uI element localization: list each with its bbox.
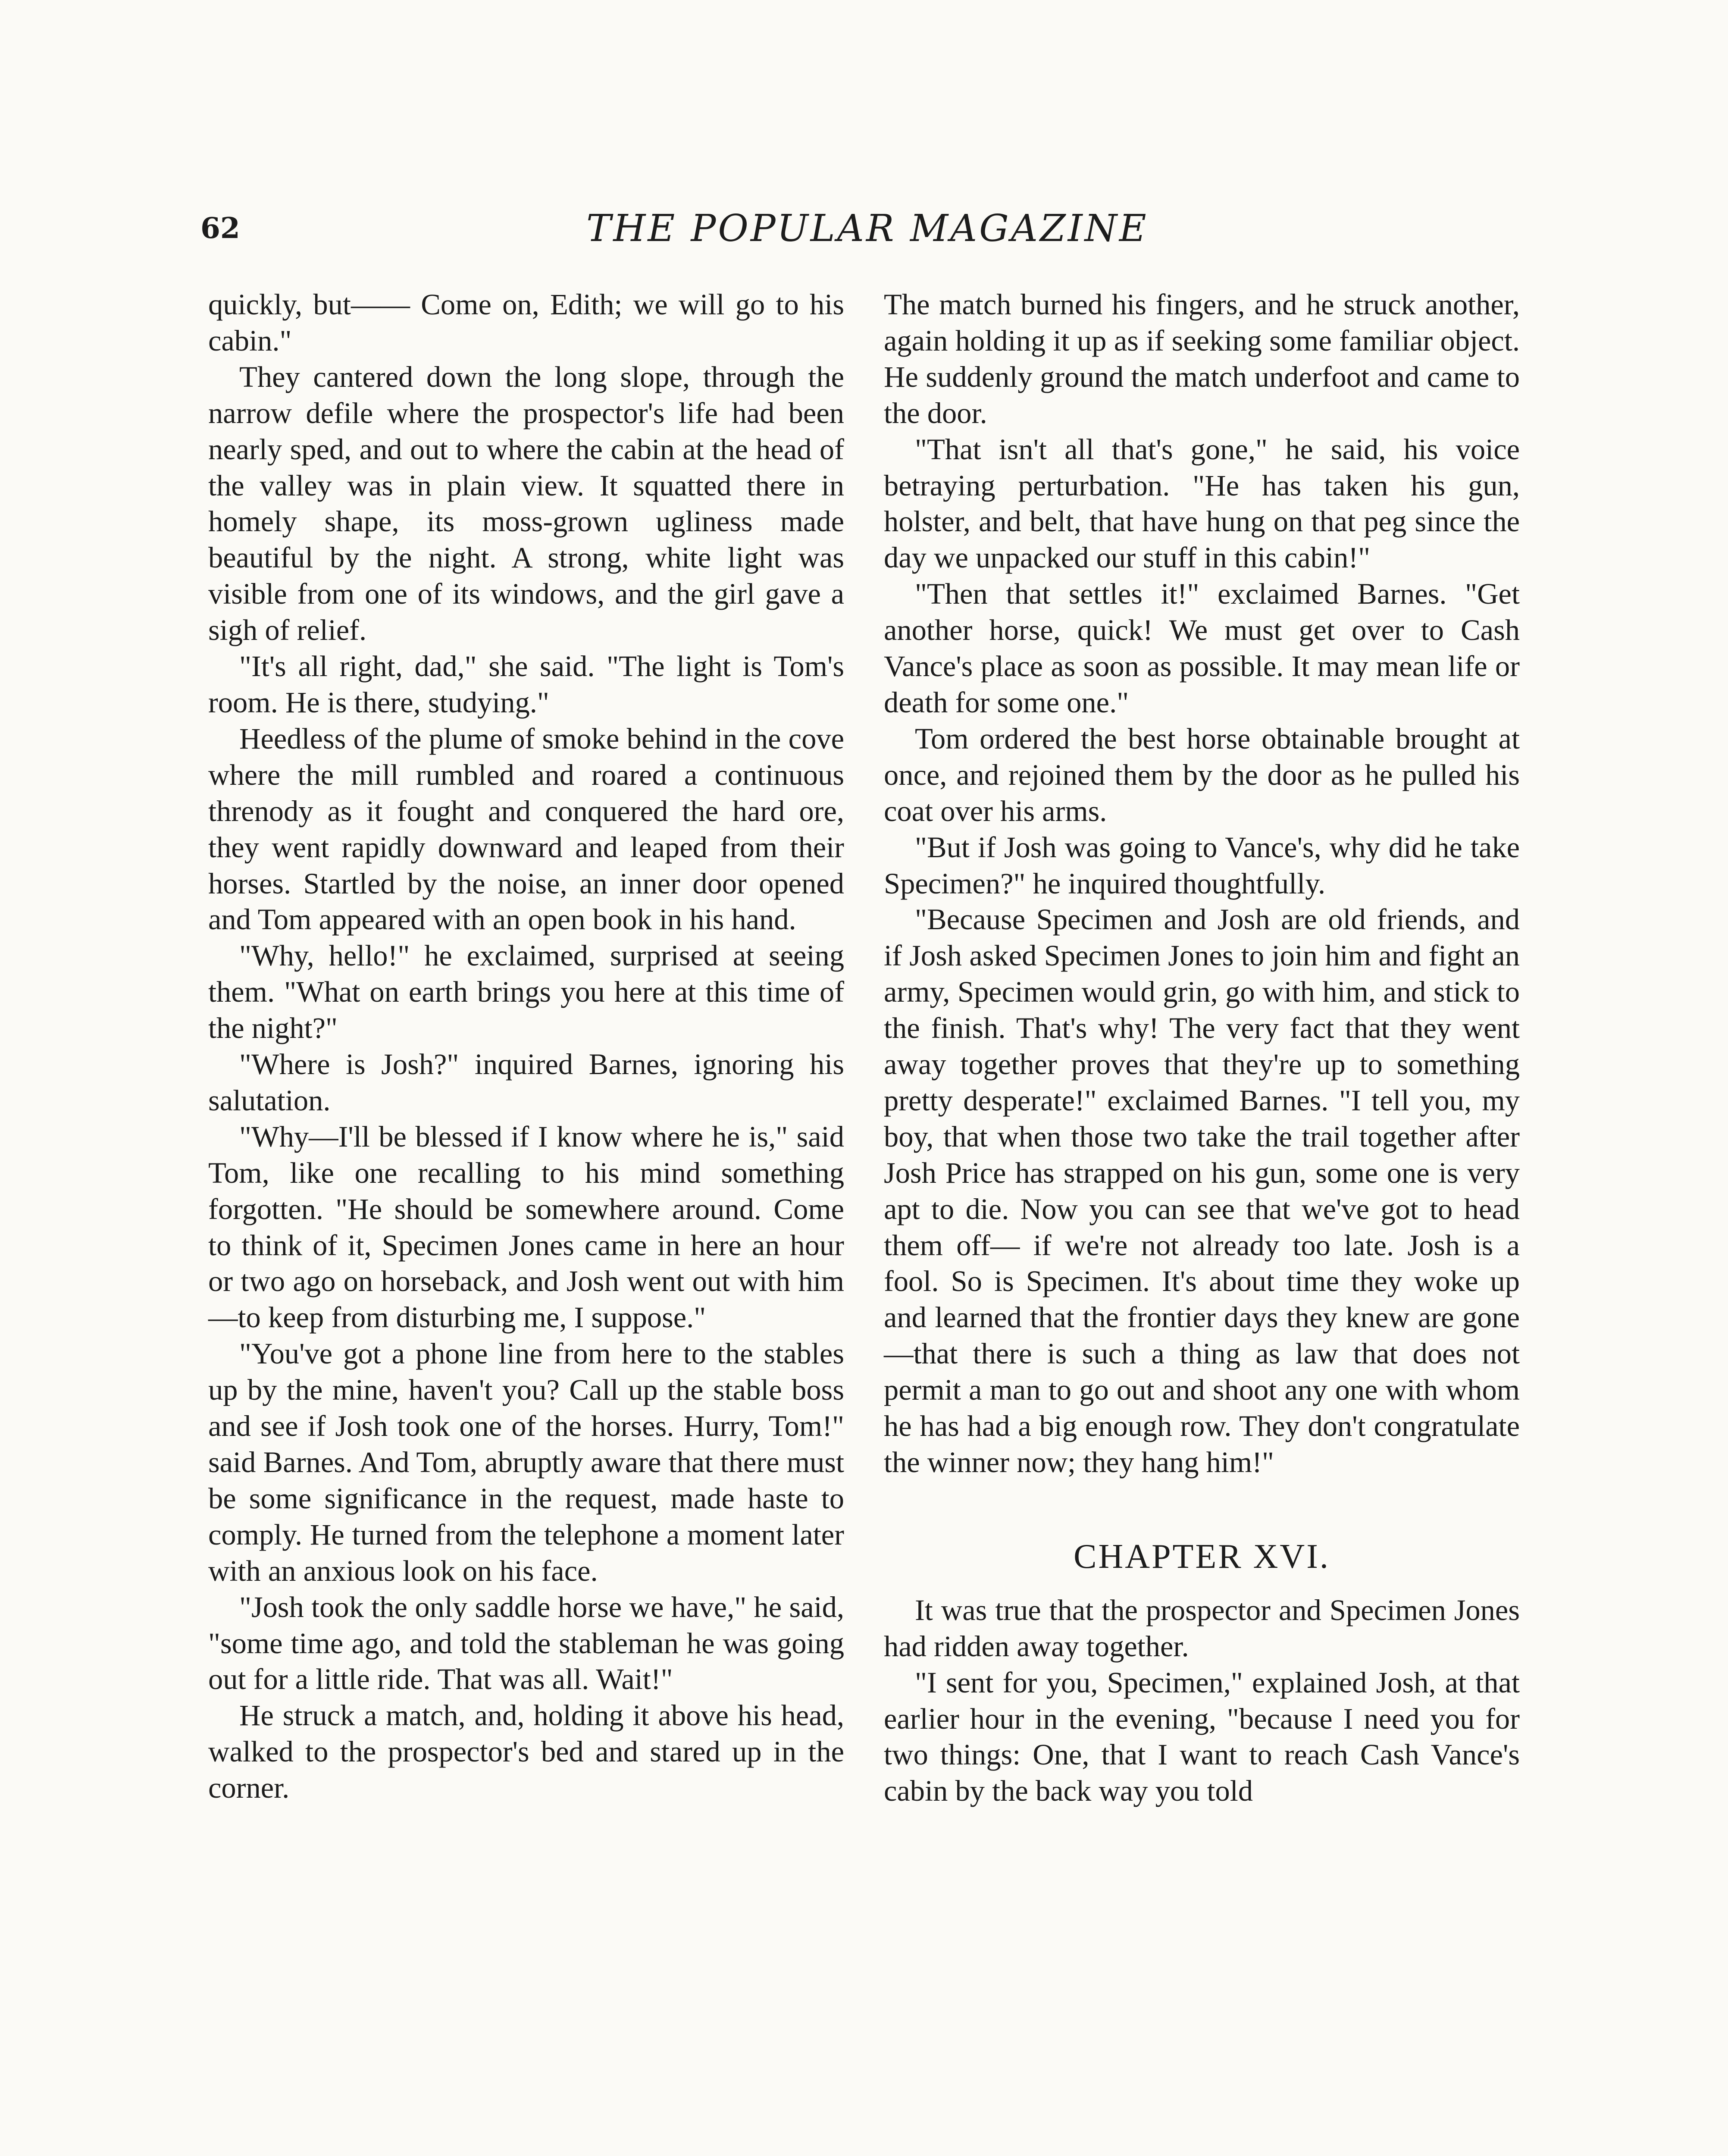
- paragraph: "Josh took the only saddle horse we have," he said, "some time ago, and told the stableman he was going out for a little ride. That was all. Wait!": [208, 1590, 844, 1696]
- paragraph: It was true that the prospector and Specimen Jones had ridden away together.: [884, 1593, 1520, 1663]
- running-head: THE POPULAR MAGAZINE: [586, 207, 1149, 250]
- paragraph: "I sent for you, Specimen," explained Josh, at that earlier hour in the evening, "because I need you for two things: One, that I want to reach Cash Vance's cabin by the back way you told: [884, 1666, 1520, 1808]
- paragraph: "Where is Josh?" inquired Barnes, ignoring his salutation.: [208, 1048, 844, 1117]
- paragraph: "Because Specimen and Josh are old friends, and if Josh asked Specimen Jones to join him and fight an army, Specimen would grin, go with him, and stick to the finish. That's why! The very fact that they went away together proves that they're up to something pretty desperate!" exclaimed Barnes. "I tell you, my boy, that when those two take the trail together after Josh Price has strapped on his gun, some one is very apt to die. Now you can see that we've got to head them off— if we're not already too late. Josh is a fool. So is Specimen. It's about time they woke up and learned that the frontier days they knew are gone—that there is such a thing as law that does not permit a man to go out and shoot any one with whom he has had a big enough row. They don't congratulate the winner now; they hang him!": [884, 903, 1520, 1479]
- paragraph: "That isn't all that's gone," he said, his voice betraying perturbation. "He has taken his gun, holster, and belt, that have hung on that peg since the day we unpacked our stuff in this cabin!": [884, 432, 1520, 574]
- chapter-heading: CHAPTER XVI.: [1074, 1537, 1330, 1576]
- paragraph: "Why—I'll be blessed if I know where he is," said Tom, like one recalling to his mind something forgotten. "He should be somewhere around. Come to think of it, Specimen Jones came in here an hour or two ago on horseback, and Josh went out with him —to keep from disturbing me, I suppose.": [208, 1120, 844, 1334]
- paragraph: "Why, hello!" he exclaimed, surprised at seeing them. "What on earth brings you here at this time of the night?": [208, 939, 844, 1045]
- paragraph: Tom ordered the best horse obtainable brought at once, and rejoined them by the door as he pulled his coat over his arms.: [884, 722, 1520, 827]
- paragraph: quickly, but—— Come on, Edith; we will go to his cabin.": [208, 288, 844, 357]
- paragraph: Heedless of the plume of smoke behind in the cove where the mill rumbled and roared a continuous threnody as it fought and conquered the hard ore, they went rapidly downward and leaped from their horses. Startled by the noise, an inner door opened and Tom appeared with an open book in his hand.: [208, 722, 844, 936]
- paragraph: They cantered down the long slope, through the narrow defile where the prospector's life had been nearly sped, and out to where the cabin at the head of the valley was in plain view. It squatted there in homely shape, its moss-grown ugliness made beautiful by the night. A strong, white light was visible from one of its windows, and the girl gave a sigh of relief.: [208, 360, 844, 647]
- paragraph: "You've got a phone line from here to the stables up by the mine, haven't you? Call up the stable boss and see if Josh took one of the horses. Hurry, Tom!" said Barnes. And Tom, abruptly aware that there must be some significance in the request, made haste to comply. He turned from the telephone a moment later with an anxious look on his face.: [208, 1337, 844, 1587]
- paragraph: "Then that settles it!" exclaimed Barnes. "Get another horse, quick! We must get over to Cash Vance's place as soon as possible. It may mean life or death for some one.": [884, 577, 1520, 719]
- paragraph: The match burned his fingers, and he struck another, again holding it up as if seeking some familiar object. He suddenly ground the match underfoot and came to the door.: [884, 288, 1520, 429]
- paragraph: "But if Josh was going to Vance's, why did he take Specimen?" he inquired thoughtfully.: [884, 830, 1520, 900]
- paragraph: He struck a match, and, holding it above his head, walked to the prospector's bed and stared up in the corner.: [208, 1699, 844, 1805]
- page-number: 62: [200, 211, 240, 245]
- paragraph: "It's all right, dad," she said. "The light is Tom's room. He is there, studying.": [208, 650, 844, 719]
- left-column: [208, 287, 844, 1806]
- right-column: [884, 287, 1520, 1809]
